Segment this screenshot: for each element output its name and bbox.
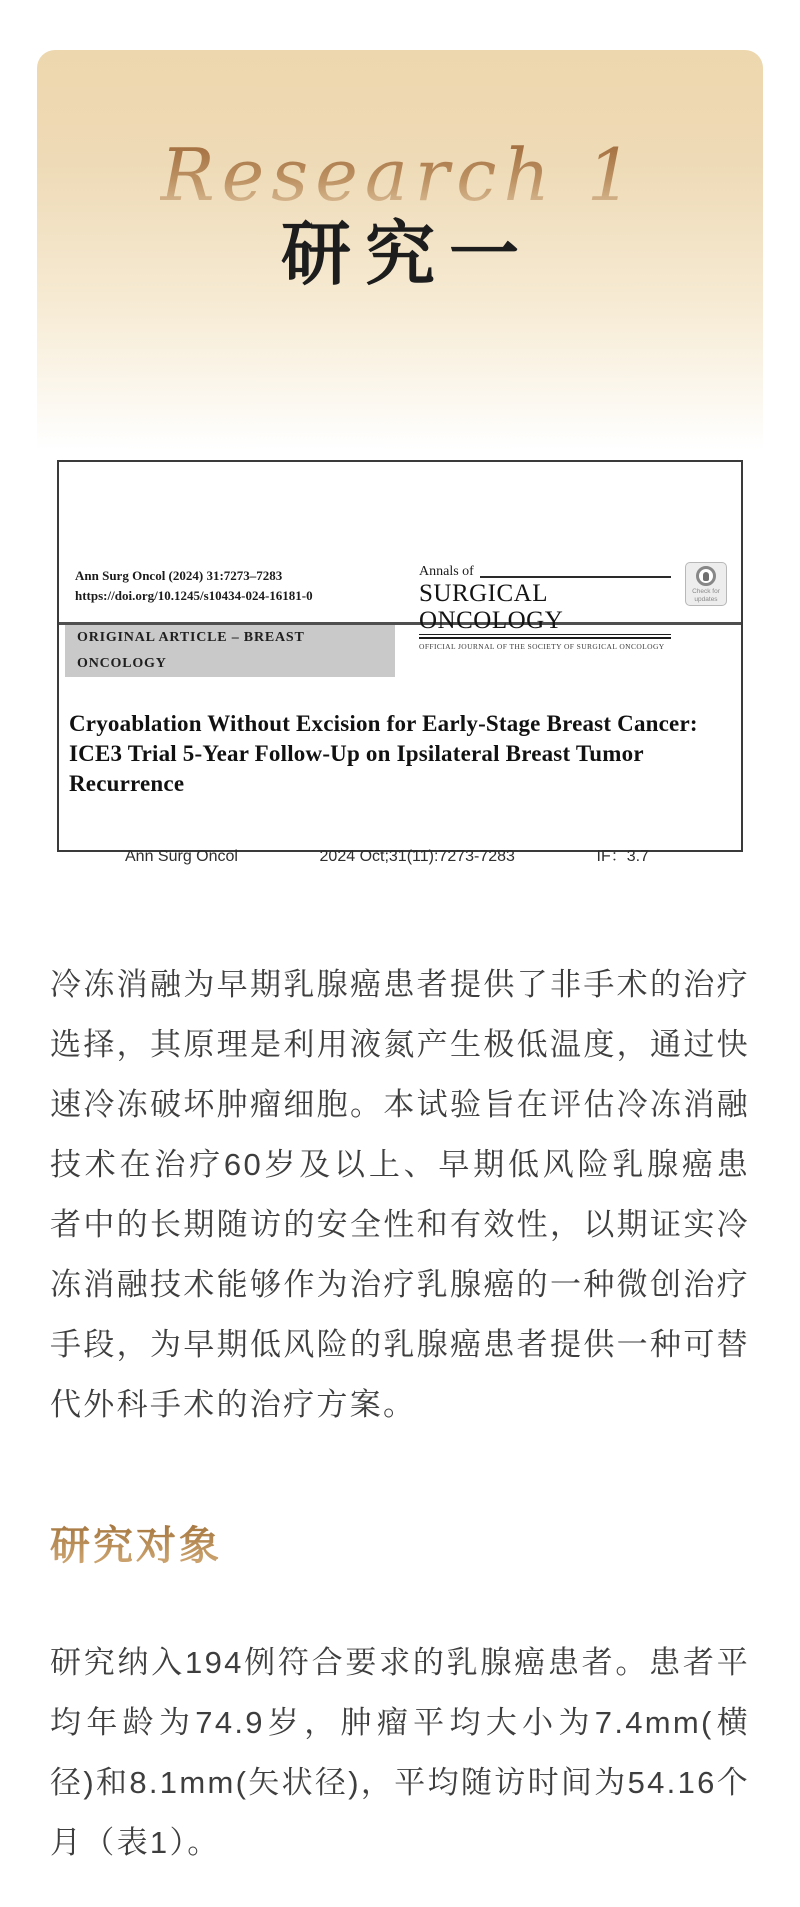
subjects-paragraph: 研究纳入194例符合要求的乳腺癌患者。患者平均年龄为74.9岁，肿瘤平均大小为7.4mm(横径)和8.1mm(矢状径)，平均随访时间为54.16个月（表1）。 (50, 1645, 750, 1860)
check-badge-line2: updates (694, 595, 718, 603)
journal-logo (419, 564, 671, 651)
check-for-updates-badge (685, 562, 727, 606)
hero-script-title: Research 1 (160, 133, 640, 217)
check-badge-line1: Check for (692, 588, 720, 595)
section-heading-study-subjects: 研究对象 (50, 1523, 750, 1569)
intro-paragraph: 冷冻消融为早期乳腺癌患者提供了非手术的治疗选择，其原理是利用液氮产生极低温度，通过快速冷冻破坏肿瘤细胞。本试验旨在评估冷冻消融技术在治疗60岁及以上、早期低风险乳腺癌患者中的长期随访的安全性和有效性，以期证实冷冻消融技术能够作为治疗乳腺癌的一种微创治疗手段，为早期低风险的乳腺癌患者提供一种可替代外科手术的治疗方案。 (50, 967, 750, 1422)
check-badge-text (686, 588, 726, 603)
journal-annals-of-label: Annals of (419, 564, 474, 579)
paper-title: Cryoablation Without Excision for Early-Stage Breast Cancer: ICE3 Trial 5-Year Follow-Up on Ipsilateral Breast Tumor Recurrence (69, 711, 698, 796)
paper-footer-impact-factor: IF：3.7 (596, 848, 649, 865)
journal-rule-line (480, 576, 671, 578)
hero-banner (37, 50, 763, 450)
paper-section-label: ORIGINAL ARTICLE – BREAST ONCOLOGY (65, 625, 395, 677)
journal-name-box (419, 580, 671, 639)
paper-footer-issue: 2024 Oct;31(11):7273-7283 (319, 848, 515, 865)
paper-citation-doi: https://doi.org/10.1245/s10434-024-16181-0 (75, 588, 313, 603)
paper-citation (75, 566, 313, 606)
hero-title: 研究一 (281, 217, 533, 295)
paper-card (57, 460, 743, 865)
crossmark-glyph-icon (703, 572, 709, 581)
paper-footer-journal: Ann Surg Oncol (125, 848, 238, 865)
journal-name: SURGICAL ONCOLOGY (419, 580, 671, 635)
paper-footer (59, 847, 741, 867)
crossmark-icon (696, 566, 716, 586)
journal-logo-annals-row (419, 564, 671, 580)
paper-citation-line1: Ann Surg Oncol (2024) 31:7273–7283 (75, 568, 283, 583)
journal-tagline: OFFICIAL JOURNAL OF THE SOCIETY OF SURGICAL ONCOLOGY (419, 642, 665, 651)
